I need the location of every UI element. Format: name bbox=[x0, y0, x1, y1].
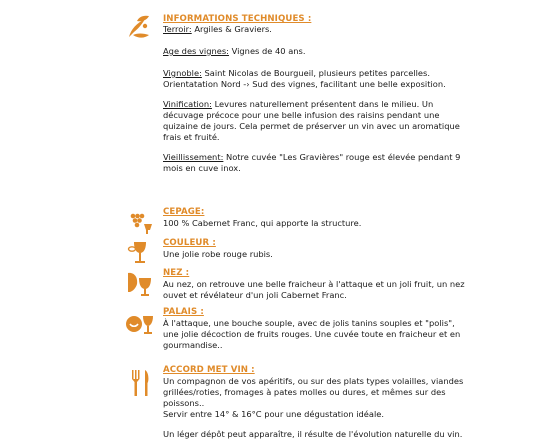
wine-glass-eye-icon bbox=[127, 240, 153, 266]
palais-title: PALAIS : bbox=[163, 307, 204, 317]
nose-glass-icon bbox=[125, 270, 155, 298]
vinif-label: Vinification: bbox=[163, 99, 212, 109]
age-label: Age des vignes: bbox=[163, 46, 229, 56]
vignoble-value: Saint Nicolas de Bourgueil, plusieurs petites parcelles. bbox=[201, 68, 430, 78]
cepage-line-1: 100 % Cabernet Franc, qui apporte la structure. bbox=[163, 218, 362, 228]
vignoble-label: Vignoble: bbox=[163, 68, 202, 78]
nez-line-1: Au nez, on retrouve une belle fraicheur à l'attaque et un joli fruit, un nez bbox=[163, 279, 465, 289]
tech-title: INFORMATIONS TECHNIQUES : bbox=[163, 14, 312, 24]
vieil-line-2: mois en cuve inox. bbox=[163, 163, 241, 173]
vinif-line-4: frais et fruité. bbox=[163, 132, 220, 142]
age-line bbox=[163, 46, 306, 57]
vieil-label: Vieillissement: bbox=[163, 152, 224, 162]
cepage-title: CEPAGE: bbox=[163, 207, 205, 217]
palais-line-2: une jolie décoction de fruits rouges. Une cuvée toute en fraicheur et en bbox=[163, 329, 461, 339]
accord-line-3: poissons.. bbox=[163, 398, 205, 408]
accord-line-1: Un compagnon de vos apéritifs, ou sur des plats types volailles, viandes bbox=[163, 376, 464, 386]
vieil-value: Notre cuvée "Les Gravières" rouge est élevée pendant 9 bbox=[223, 152, 461, 162]
vinif-line-3: quizaine de jours. Cela permet de préserver un vin avec un aromatique bbox=[163, 121, 460, 131]
fork-knife-icon bbox=[128, 368, 154, 398]
terroir-line bbox=[163, 24, 272, 35]
accord-line-5: Un léger dépôt peut apparaître, il résulte de l'évolution naturelle du vin. bbox=[163, 429, 463, 439]
terroir-value: Argiles & Graviers. bbox=[191, 24, 272, 34]
accord-title: ACCORD MET VIN : bbox=[163, 365, 255, 375]
terroir-label: Terroir: bbox=[163, 24, 192, 34]
palais-line-3: gourmandise.. bbox=[163, 340, 223, 350]
vinif-line-1 bbox=[163, 99, 433, 110]
vinif-value: Levures naturellement présentent dans le milieu. Un bbox=[211, 99, 434, 109]
age-value: Vignes de 40 ans. bbox=[228, 46, 306, 56]
couleur-line-1: Une jolie robe rouge rubis. bbox=[163, 249, 273, 259]
couleur-title: COULEUR : bbox=[163, 238, 216, 248]
vinif-line-2: décuvage précoce pour une belle infusion des raisins pendant une bbox=[163, 110, 440, 120]
vieil-line-1 bbox=[163, 152, 460, 163]
accord-line-2: grillées/roties, fromages à pates molles ou dures, et mêmes sur des bbox=[163, 387, 446, 397]
palais-line-1: À l'attaque, une bouche souple, avec de jolis tanins souples et "polis", bbox=[163, 318, 455, 328]
mouth-glass-icon bbox=[125, 312, 155, 338]
accord-line-4: Servir entre 14° & 16°C pour une dégustation idéale. bbox=[163, 409, 385, 419]
vignoble-line-2: Orientatation Nord -› Sud des vignes, facilitant une belle exposition. bbox=[163, 79, 446, 89]
nez-title: NEZ : bbox=[163, 268, 190, 278]
vignoble-line-1 bbox=[163, 68, 430, 79]
vine-hand-icon bbox=[125, 13, 153, 41]
nez-line-2: ouvet et révélateur d'un joli Cabernet Franc. bbox=[163, 290, 347, 300]
grapes-glass-icon bbox=[127, 210, 153, 236]
